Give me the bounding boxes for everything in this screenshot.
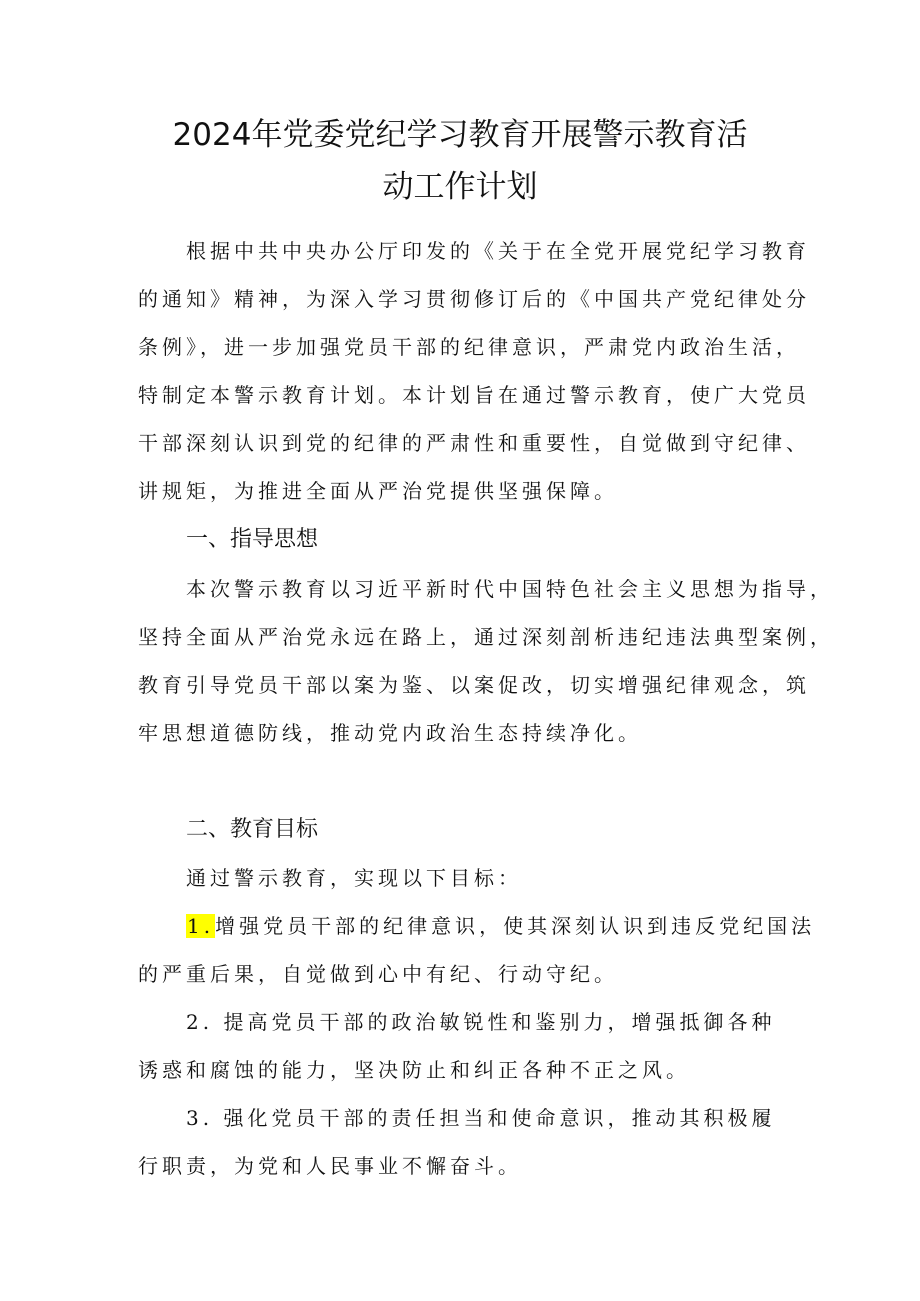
section1-line: 本次警示教育以习近平新时代中国特色社会主义思想为指导， [186, 577, 834, 601]
intro-line: 根据中共中央办公厅印发的《关于在全党开展党纪学习教育 [186, 239, 810, 263]
highlighted-number: 1. [187, 914, 215, 938]
goal-item-3-line-2: 行职责，为党和人民事业不懈奋斗。 [138, 1154, 522, 1178]
goal-item-1-line-2: 的严重后果，自觉做到心中有纪、行动守纪。 [138, 962, 618, 986]
intro-line: 的通知》精神，为深入学习贯彻修订后的《中国共产党纪律处分 [138, 287, 810, 311]
section-heading-education-goals: 二、教育目标 [186, 817, 319, 842]
goal-item-2-line: 2. 提高党员干部的政治敏锐性和鉴别力，增强抵御各种 [186, 1010, 776, 1034]
section1-line: 坚持全面从严治党永远在路上，通过深刻剖析违纪违法典型案例， [138, 625, 834, 649]
section1-line: 教育引导党员干部以案为鉴、以案促改，切实增强纪律观念，筑 [138, 673, 810, 697]
goals-lead-text: 通过警示教育，实现以下目标： [186, 866, 522, 890]
goal-item-1-text: 增强党员干部的纪律意识，使其深刻认识到违反党纪国法 [215, 914, 816, 938]
document-title-line-1: 2024年党委党纪学习教育开展警示教育活 [172, 117, 748, 153]
document-title-line-2: 动工作计划 [382, 169, 538, 205]
intro-line: 条例》，进一步加强党员干部的纪律意识，严肃党内政治生活， [138, 335, 800, 359]
section1-line: 牢思想道德防线，推动党内政治生态持续净化。 [138, 721, 642, 745]
intro-line: 讲规矩，为推进全面从严治党提供坚强保障。 [138, 479, 618, 503]
intro-line: 干部深刻认识到党的纪律的严肃性和重要性，自觉做到守纪律、 [138, 431, 810, 455]
section-heading-guiding-ideology: 一、指导思想 [186, 527, 319, 552]
goal-item-3-line: 3. 强化党员干部的责任担当和使命意识，推动其积极履 [186, 1106, 776, 1130]
intro-line: 特制定本警示教育计划。本计划旨在通过警示教育，使广大党员 [138, 383, 810, 407]
goal-item-2-line-2: 诱惑和腐蚀的能力，坚决防止和纠正各种不正之风。 [138, 1058, 690, 1082]
goal-item-1-line [186, 911, 815, 941]
